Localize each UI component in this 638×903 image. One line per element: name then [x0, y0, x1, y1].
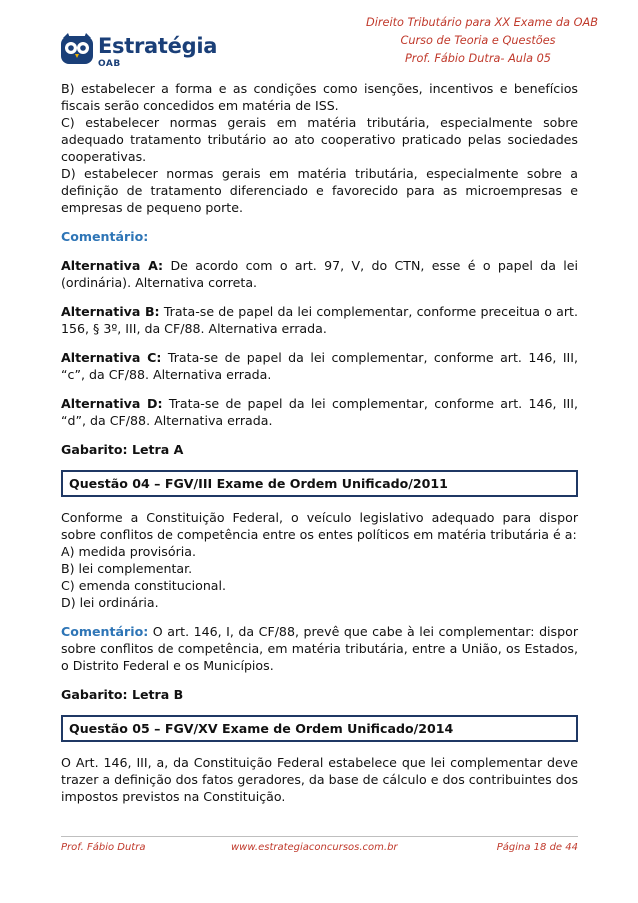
question-04-option-d: D) lei ordinária.: [61, 595, 159, 610]
option-d: D) estabelecer normas gerais em matéria tributária, especialmente sobre a definição de tratamento diferenciado e favorecido para as microempresas e empresas de pequeno porte.: [61, 166, 578, 215]
alternativa-d: [61, 395, 578, 429]
estrategia-logo: [60, 32, 218, 70]
gabarito-2: Gabarito: Letra B: [61, 687, 184, 702]
question-05-title: Questão 05 – FGV/XV Exame de Ordem Unificado/2014: [61, 715, 578, 742]
footer-author: Prof. Fábio Dutra: [61, 842, 146, 853]
question-04-option-a: A) medida provisória.: [61, 544, 196, 559]
question-04-title: Questão 04 – FGV/III Exame de Ordem Unificado/2011: [61, 470, 578, 497]
page-content: [61, 80, 578, 805]
question-04-comentario-text: O art. 146, I, da CF/88, prevê que cabe à lei complementar: dispor sobre conflitos de competência, em matéria tributária, entre a União, os Estados, o Distrito Federal e os Municípios.: [61, 624, 578, 673]
course-subtitle: Curso de Teoria e Questões: [400, 34, 556, 47]
footer-page-number: Página 18 de 44: [496, 842, 578, 853]
page-header: [0, 0, 638, 82]
gabarito-1: Gabarito: Letra A: [61, 442, 184, 457]
page-footer: [61, 836, 578, 855]
alternativa-b: [61, 303, 578, 337]
alternativa-d-text: Trata-se de papel da lei complementar, conforme art. 146, III, “d”, da CF/88. Alternativa errada.: [61, 396, 578, 428]
comentario-heading: Comentário:: [61, 229, 149, 244]
question-04-stem: Conforme a Constituição Federal, o veículo legislativo adequado para dispor sobre conflitos de competência entre os entes políticos em matéria tributária é a:: [61, 510, 578, 542]
logo-subtitle: OAB: [98, 59, 121, 69]
question-04-option-b: B) lei complementar.: [61, 561, 193, 576]
footer-website: www.estrategiaconcursos.com.br: [231, 842, 398, 853]
alternativa-a-label: Alternativa A:: [61, 258, 164, 273]
question-04-comentario: [61, 623, 578, 674]
alternativa-c-text: Trata-se de papel da lei complementar, conforme art. 146, III, “c”, da CF/88. Alternativa errada.: [61, 350, 578, 382]
question-05-stem: O Art. 146, III, a, da Constituição Federal estabelece que lei complementar deve trazer a definição dos fatos geradores, da base de cálculo e dos contribuintes dos impostos previstos na Constituição.: [61, 755, 578, 804]
alternativa-b-text: Trata-se de papel da lei complementar, conforme preceitua o art. 156, § 3º, III, da CF/88. Alternativa errada.: [61, 304, 578, 336]
option-b: B) estabelecer a forma e as condições como isenções, incentivos e benefícios fiscais serão concedidos em matéria de ISS.: [61, 81, 578, 113]
alternativa-d-label: Alternativa D:: [61, 396, 163, 411]
alternativa-a-text: De acordo com o art. 97, V, do CTN, esse é o papel da lei (ordinária). Alternativa correta.: [61, 258, 579, 290]
alternativa-a: [61, 257, 578, 291]
alternativa-c-label: Alternativa C:: [61, 350, 162, 365]
owl-icon: [60, 32, 96, 66]
logo-wordmark: Estratégia: [98, 34, 218, 58]
course-title: Direito Tributário para XX Exame da OAB: [366, 16, 598, 29]
question-04-option-c: C) emenda constitucional.: [61, 578, 227, 593]
alternativa-b-label: Alternativa B:: [61, 304, 160, 319]
course-info: [278, 14, 598, 68]
lesson-info: Prof. Fábio Dutra- Aula 05: [405, 52, 551, 65]
question-04-comentario-label: Comentário:: [61, 624, 149, 639]
alternativa-c: [61, 349, 578, 383]
option-c: C) estabelecer normas gerais em matéria tributária, especialmente sobre adequado tratamento tributário ao ato cooperativo praticado pelas sociedades cooperativas.: [61, 115, 578, 164]
